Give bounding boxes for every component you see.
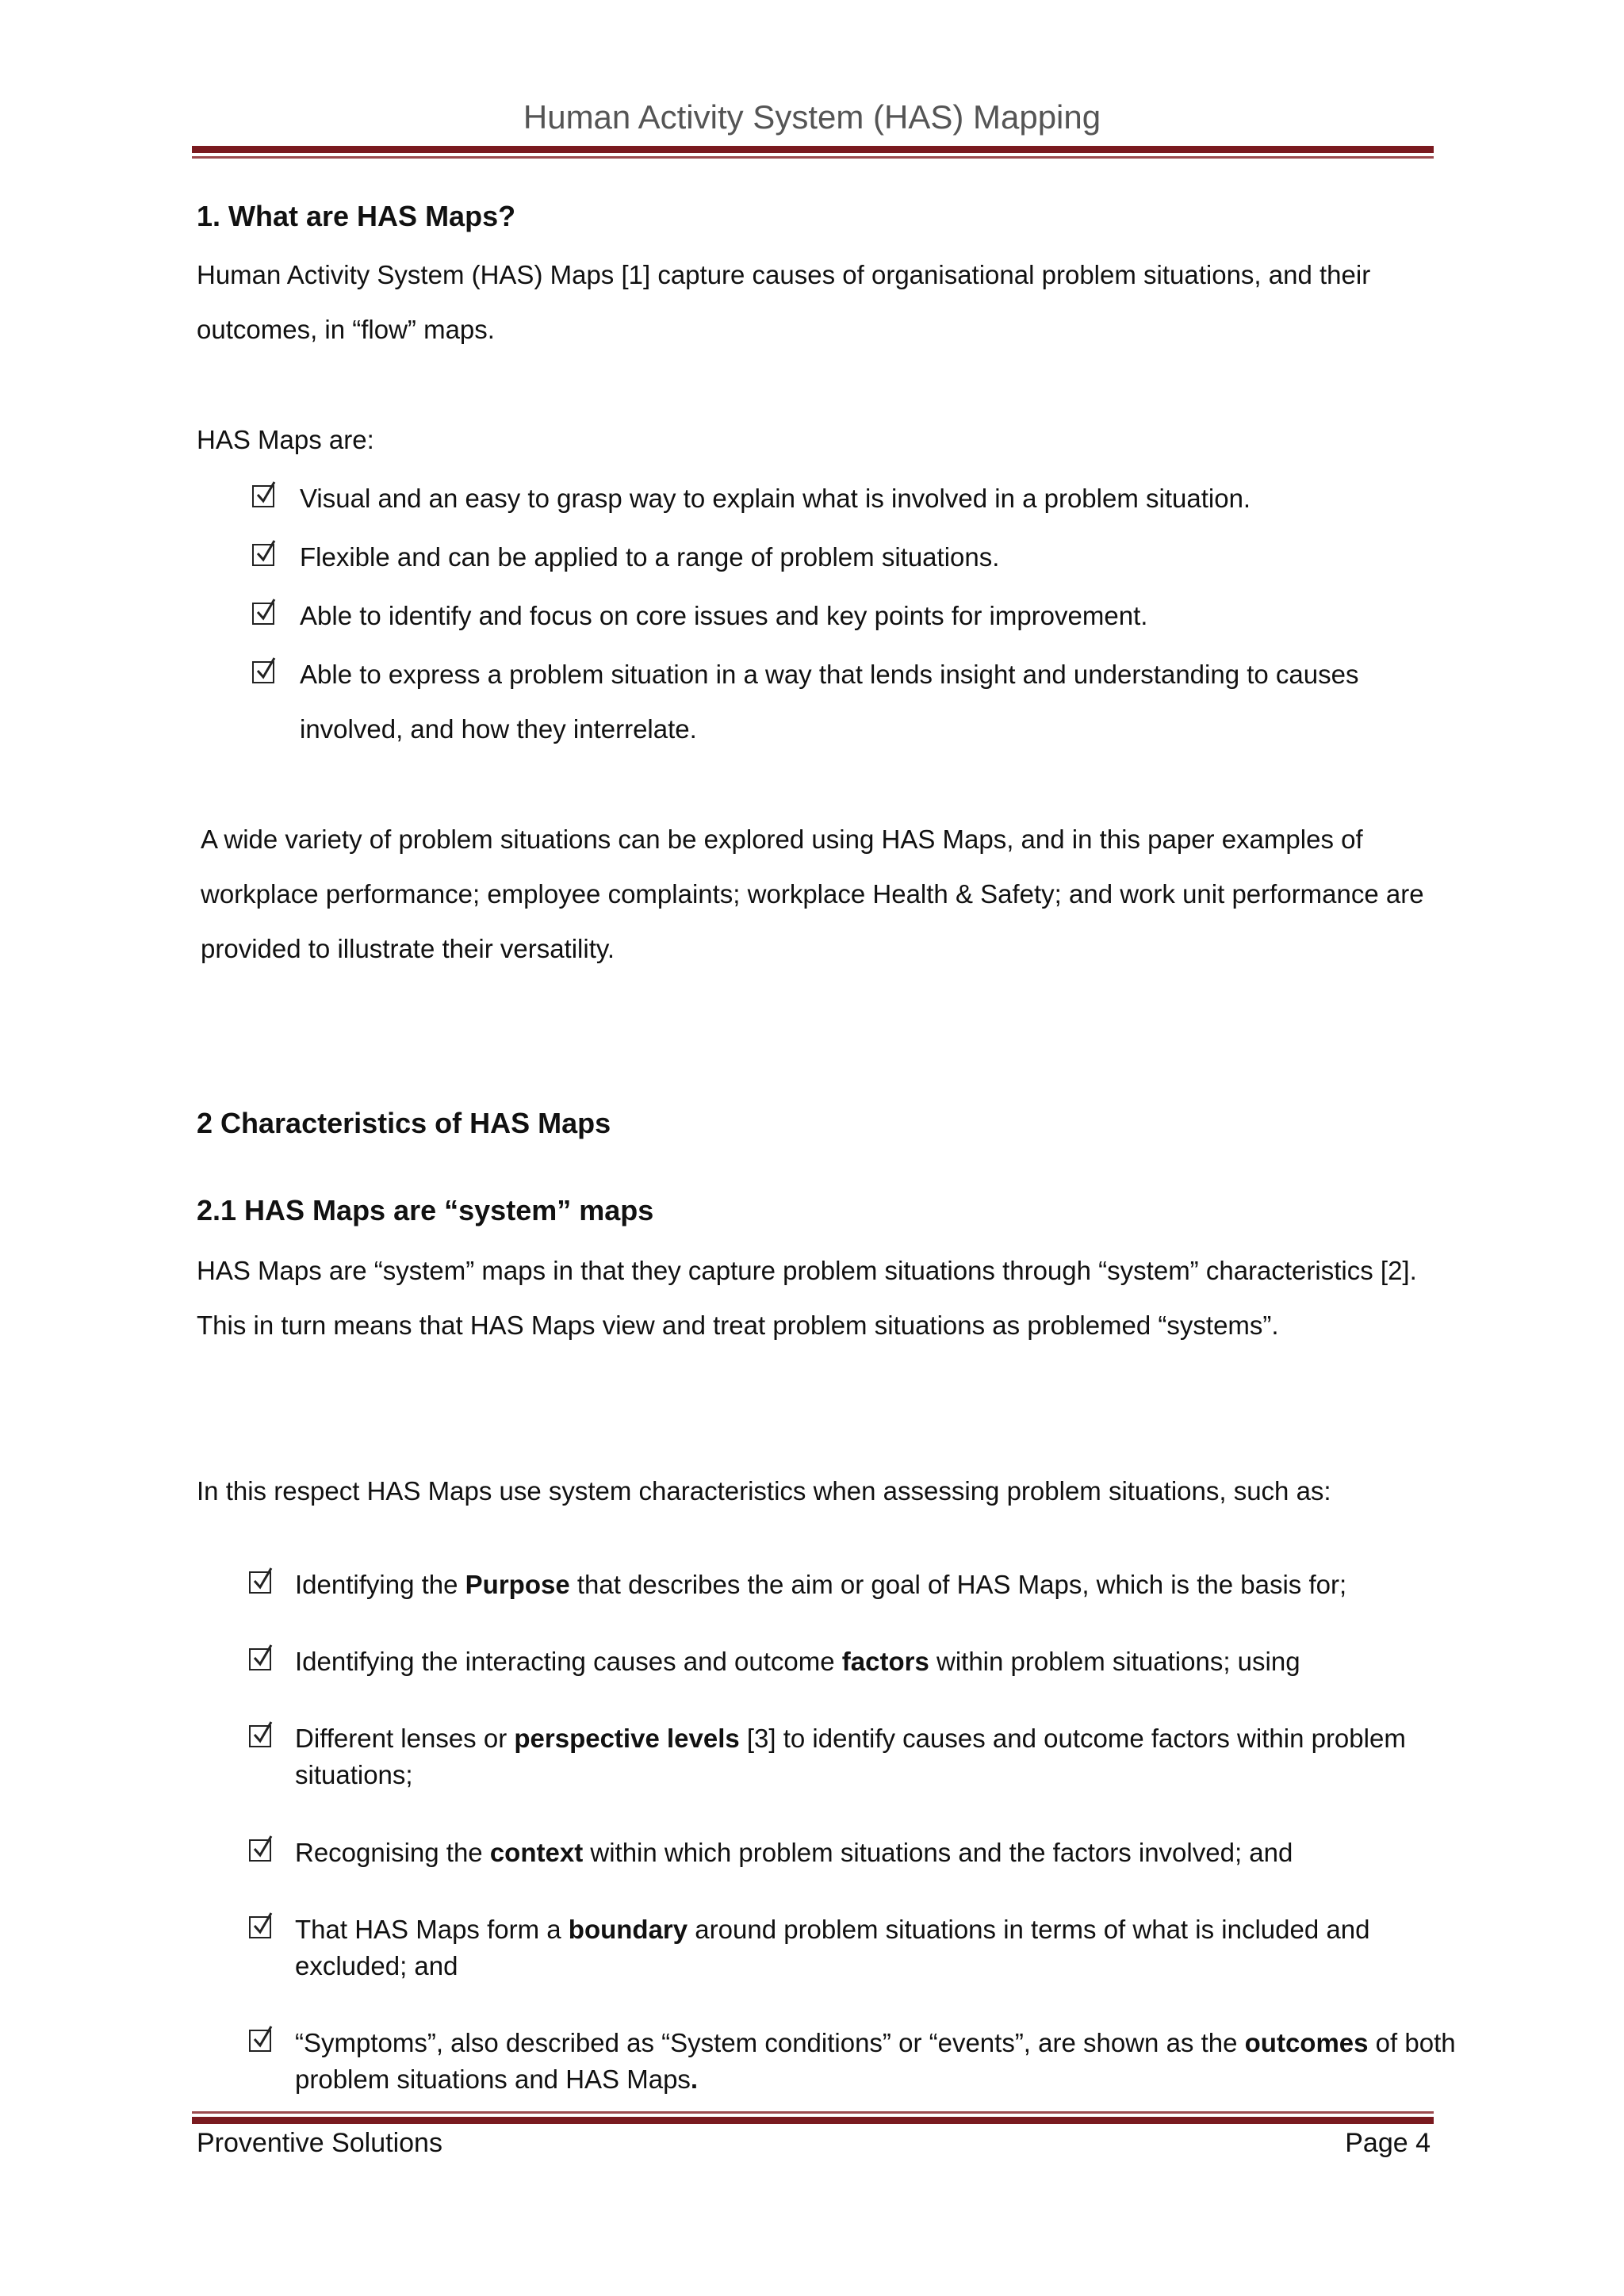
bullet-item: Different lenses or perspective levels [3] to identify causes and outcome factors within problem situations;: [249, 1720, 1484, 1793]
bullet-item: Visual and an easy to grasp way to explain what is involved in a problem situation.: [252, 471, 1442, 526]
bullet-item: Flexible and can be applied to a range of problem situations.: [252, 530, 1442, 584]
section-2-1-heading: 2.1 HAS Maps are “system” maps: [197, 1194, 654, 1226]
checkbox-checked-icon: [249, 1839, 271, 1862]
header-rule: [192, 146, 1434, 159]
page-number: Page 4: [1345, 2128, 1431, 2158]
footer-rule: [192, 2111, 1434, 2124]
checkbox-checked-icon: [249, 1571, 271, 1594]
bullet-item: Recognising the context within which problem situations and the factors involved; and: [249, 1835, 1484, 1871]
bullet-item: Identifying the Purpose that describes the aim or goal of HAS Maps, which is the basis for;: [249, 1567, 1484, 1603]
checkbox-checked-icon: [249, 1725, 271, 1747]
checkbox-checked-icon: [249, 2030, 271, 2052]
section-2-1-lead: In this respect HAS Maps use system characteristics when assessing problem situations, such as:: [197, 1476, 1331, 1506]
section-2-1-intro: HAS Maps are “system” maps in that they capture problem situations through “system” characteristics [2]. This in turn means that HAS Maps view and treat problem situations as problemed “systems”.: [197, 1256, 1417, 1340]
checkbox-checked-icon: [252, 661, 274, 683]
checkbox-checked-icon: [249, 1916, 271, 1938]
section-1-closing: A wide variety of problem situations can be explored using HAS Maps, and in this paper examples of workplace performance; employee complaints; workplace Health & Safety; and work unit performance are provided to illustrate their versatility.: [201, 825, 1424, 963]
checkbox-checked-icon: [252, 603, 274, 625]
bullet-item: Able to identify and focus on core issues and key points for improvement.: [252, 588, 1442, 643]
section-1-bullet-list: [252, 471, 1442, 760]
section-2-heading: 2 Characteristics of HAS Maps: [197, 1107, 611, 1139]
bullet-item: Able to express a problem situation in a way that lends insight and understanding to causes involved, and how they interrelate.: [252, 647, 1442, 756]
section-1-heading: 1. What are HAS Maps?: [197, 200, 516, 232]
bullet-item: “Symptoms”, also described as “System conditions” or “events”, are shown as the outcomes of both problem situations and HAS Maps.: [249, 2025, 1484, 2098]
section-1-lead: HAS Maps are:: [197, 425, 374, 454]
checkbox-checked-icon: [249, 1648, 271, 1670]
checkbox-checked-icon: [252, 485, 274, 507]
page-header-title: Human Activity System (HAS) Mapping: [523, 98, 1101, 136]
checkbox-checked-icon: [252, 544, 274, 566]
bullet-item: Identifying the interacting causes and outcome factors within problem situations; using: [249, 1644, 1484, 1680]
section-1-intro: Human Activity System (HAS) Maps [1] capture causes of organisational problem situations, and their outcomes, in “flow” maps.: [197, 260, 1371, 344]
bullet-item: That HAS Maps form a boundary around problem situations in terms of what is included and excluded; and: [249, 1911, 1484, 1984]
footer-company: Proventive Solutions: [197, 2128, 442, 2158]
